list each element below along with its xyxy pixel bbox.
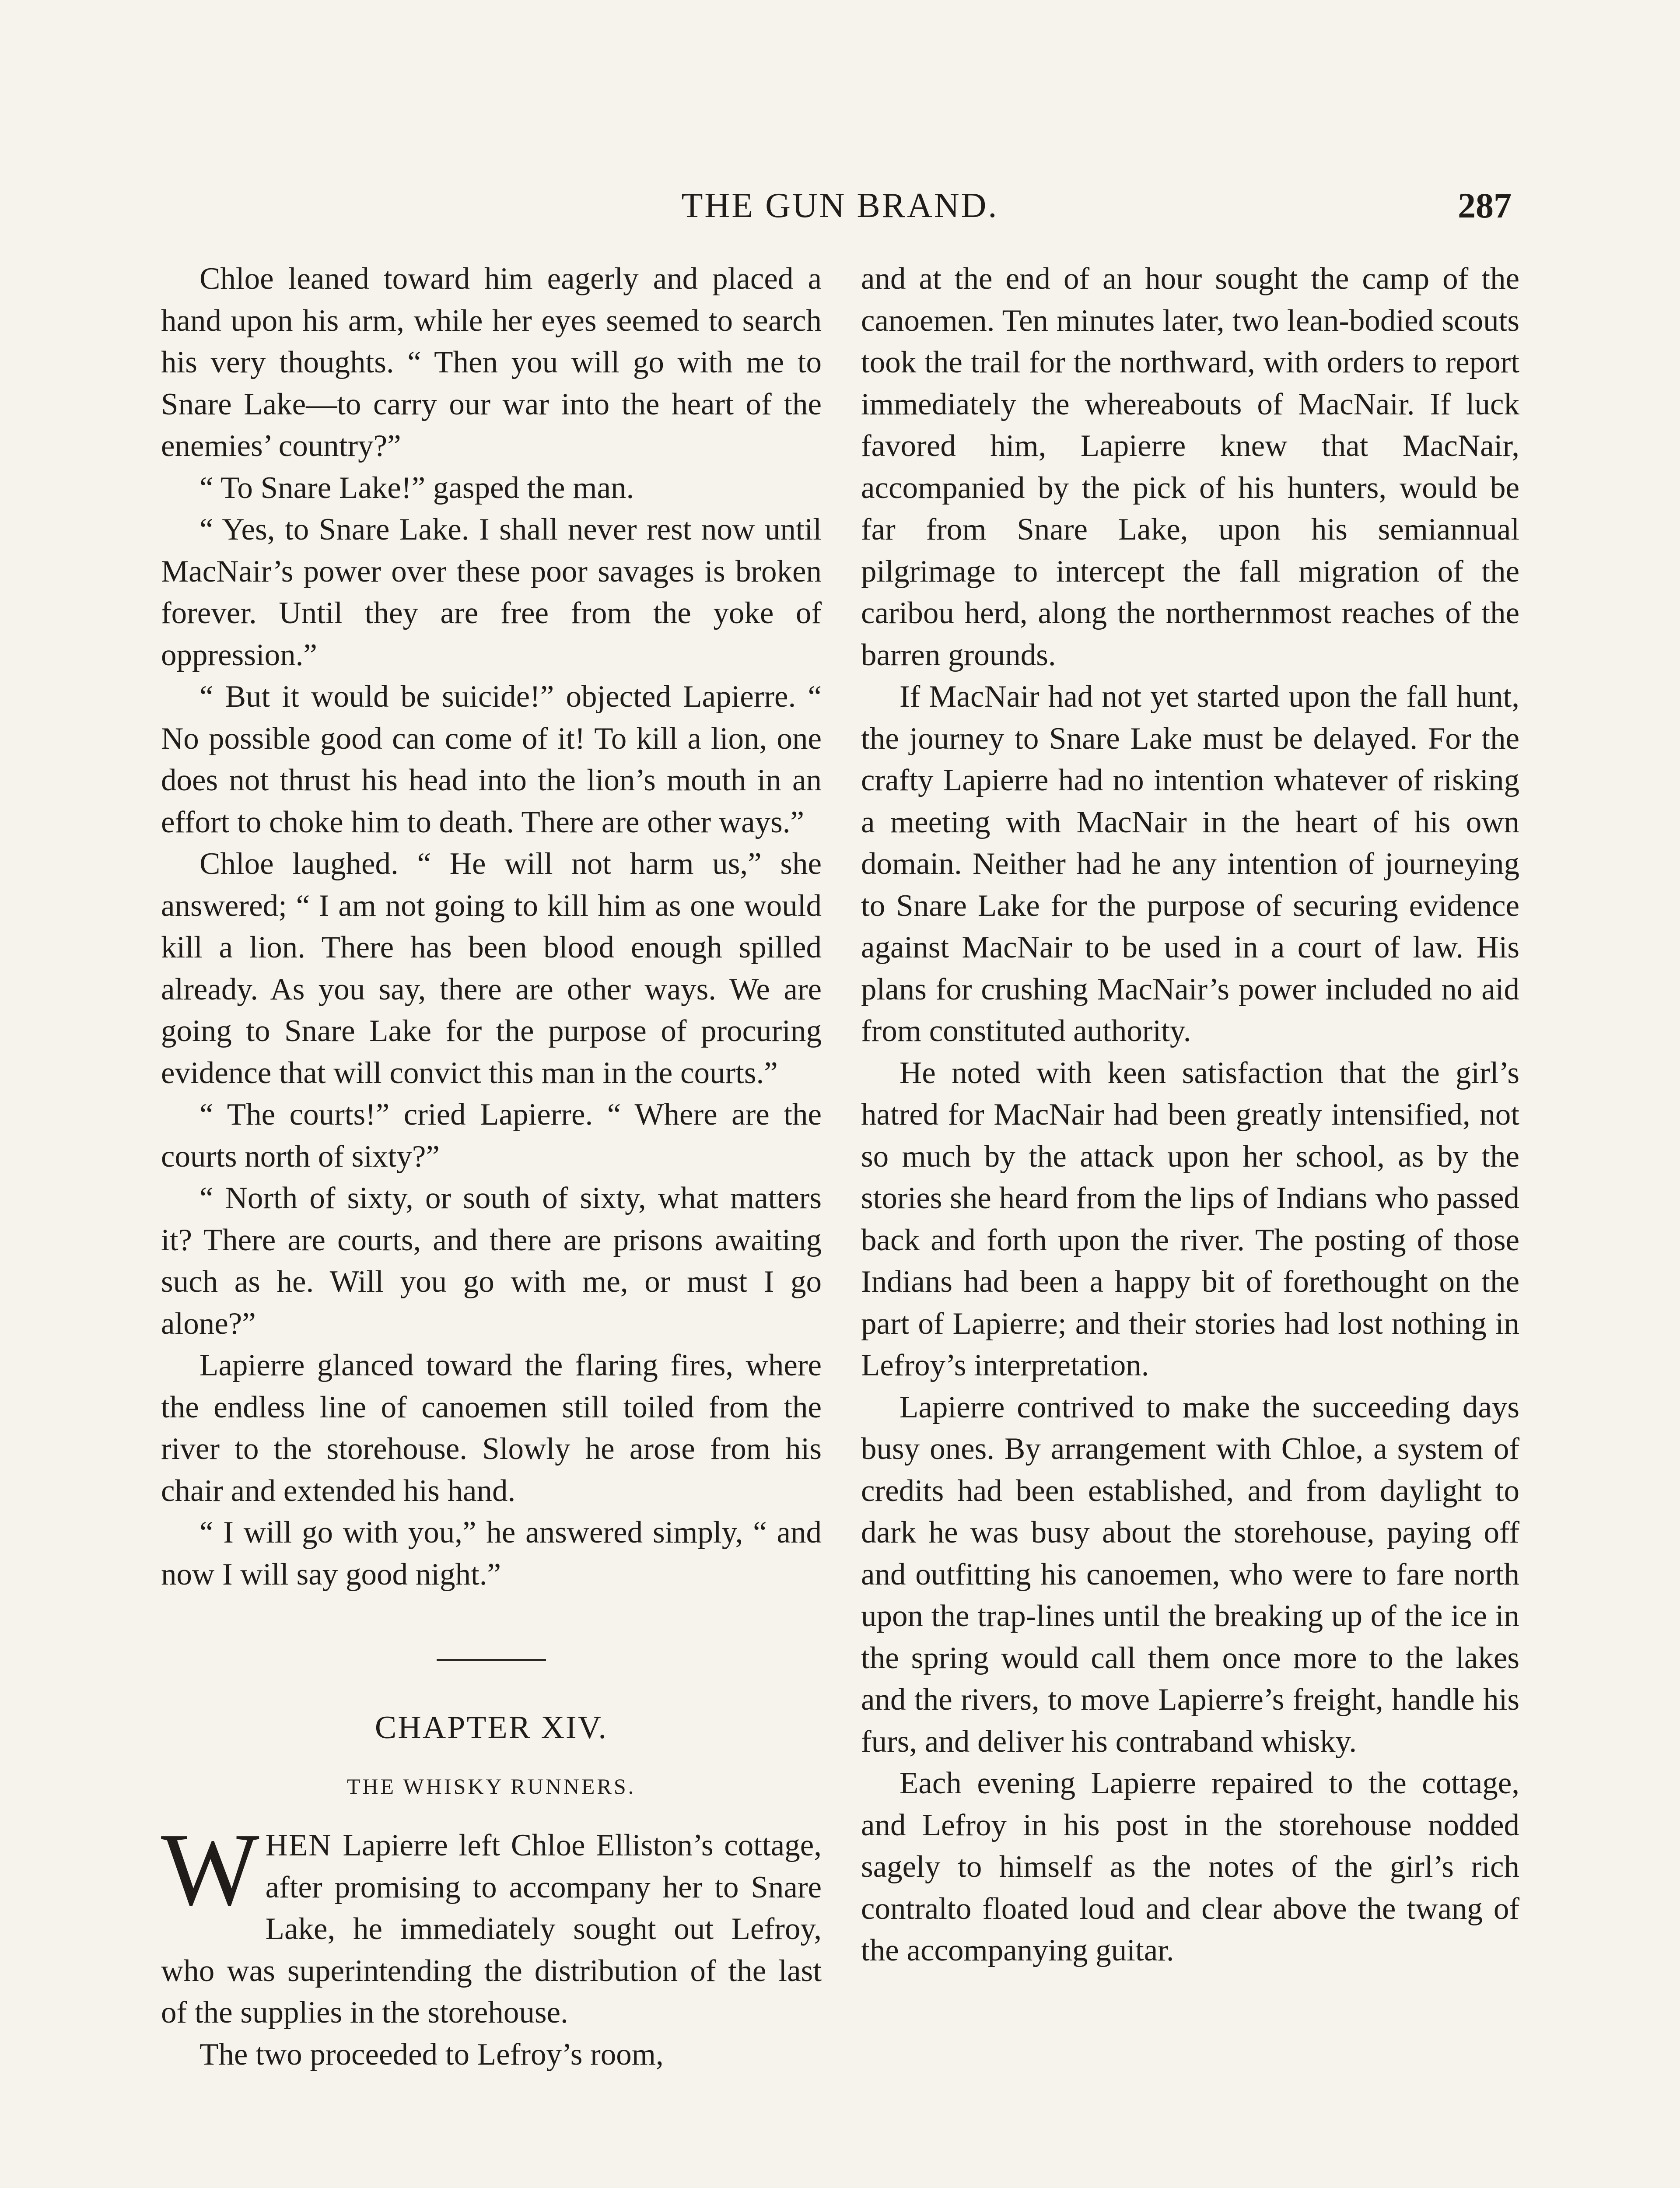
paragraph: Chloe laughed. “ He will not harm us,” she answered; “ I am not going to kill him as one would kill a lion. There has been blood enough spilled already. As you say, there are other ways. We are going to Snare Lake for the purpose of procuring evidence that will convict this man in the courts.” xyxy=(161,847,822,1090)
page-header xyxy=(0,182,1680,234)
paragraph: “ Yes, to Snare Lake. I shall never rest now until MacNair’s power over these poor savages is broken forever. Until they are free from the yoke of oppression.” xyxy=(161,512,822,672)
paragraph: and at the end of an hour sought the camp of the canoemen. Ten minutes later, two lean-bodied scouts took the trail for the northward, with orders to report immediately the whereabouts of MacNair. If luck favored him, Lapierre knew that MacNair, accompanied by the pick of his hunters, would be far from Snare Lake, upon his semiannual pilgrimage to intercept the fall migration of the caribou herd, along the northernmost reaches of the barren grounds. xyxy=(861,262,1519,672)
chapter-title: CHAPTER XIV. xyxy=(374,1710,608,1746)
paragraph: If MacNair had not yet started upon the fall hunt, the journey to Snare Lake must be delayed. For the crafty Lapierre had no intention whatever of risking a meeting with MacNair in the heart of his own domain. Neither had he any intention of journeying to Snare Lake for the purpose of securing evidence against MacNair to be used in a court of law. His plans for crushing MacNair’s power included no aid from constituted authority. xyxy=(861,680,1519,1048)
paragraph: Lapierre contrived to make the succeeding days busy ones. By arrangement with Chloe, a system of credits had been established, and from daylight to dark he was busy about the storehouse, paying off and outfitting his canoemen, who were to fare north upon the trap-lines until the breaking up of the ice in the spring would call them once more to the lakes and the rivers, to move Lapierre’s freight, handle his furs, and deliver his contraband whisky. xyxy=(861,1390,1519,1759)
page-number: 287 xyxy=(1458,186,1512,225)
drop-cap: W xyxy=(161,1812,259,1927)
section-divider xyxy=(437,1659,546,1661)
paragraph: “ But it would be suicide!” objected Lapierre. “ No possible good can come of it! To kill a lion, one does not thrust his head into the lion’s mouth in an effort to choke him to death. There are other ways.” xyxy=(161,680,822,839)
paragraph: “ The courts!” cried Lapierre. “ Where are the courts north of sixty?” xyxy=(161,1098,822,1174)
opening-text: Lapierre left Chloe Elliston’s cottage, after promising to accompany her to Snare Lake, he immediately sought out Lefroy, who was superintending the distribution of the last of the supplies in the storehouse. xyxy=(161,1828,822,2030)
paragraph: Lapierre glanced toward the flaring fires, where the endless line of canoemen still toiled from the river to the storehouse. Slowly he arose from his chair and extended his hand. xyxy=(161,1348,822,1508)
paragraph: Chloe leaned toward him eagerly and placed a hand upon his arm, while her eyes seemed to search his very thoughts. “ Then you will go with me to Snare Lake—to carry our war into the heart of the enemies’ country?” xyxy=(161,262,822,463)
left-column xyxy=(161,258,822,2076)
right-column xyxy=(861,258,1519,1972)
chapter-opening-paragraph xyxy=(161,1812,822,2034)
paragraph: Each evening Lapierre repaired to the cottage, and Lefroy in his post in the storehouse nodded sagely to himself as the notes of the girl’s rich contralto floated loud and clear above the twang of the accompanying guitar. xyxy=(861,1766,1519,1967)
section-title: THE WHISKY RUNNERS. xyxy=(346,1774,636,1799)
paragraph: He noted with keen satisfaction that the girl’s hatred for MacNair had been greatly intensified, not so much by the attack upon her school, as by the stories she heard from the lips of Indians who passed back and forth upon the river. The posting of those Indians had been a happy bit of forethought on the part of Lapierre; and their stories had lost nothing in Lefroy’s interpretation. xyxy=(861,1055,1519,1382)
paragraph: The two proceeded to Lefroy’s room, xyxy=(200,2037,664,2072)
opening-word: HEN xyxy=(265,1828,332,1862)
paragraph: “ To Snare Lake!” gasped the man. xyxy=(200,470,634,505)
paragraph: “ North of sixty, or south of sixty, what matters it? There are courts, and there are prisons awaiting such as he. Will you go with me, or must I go alone?” xyxy=(161,1181,822,1341)
running-title: THE GUN BRAND. xyxy=(681,186,999,225)
paragraph: “ I will go with you,” he answered simply, “ and now I will say good night.” xyxy=(161,1515,822,1592)
